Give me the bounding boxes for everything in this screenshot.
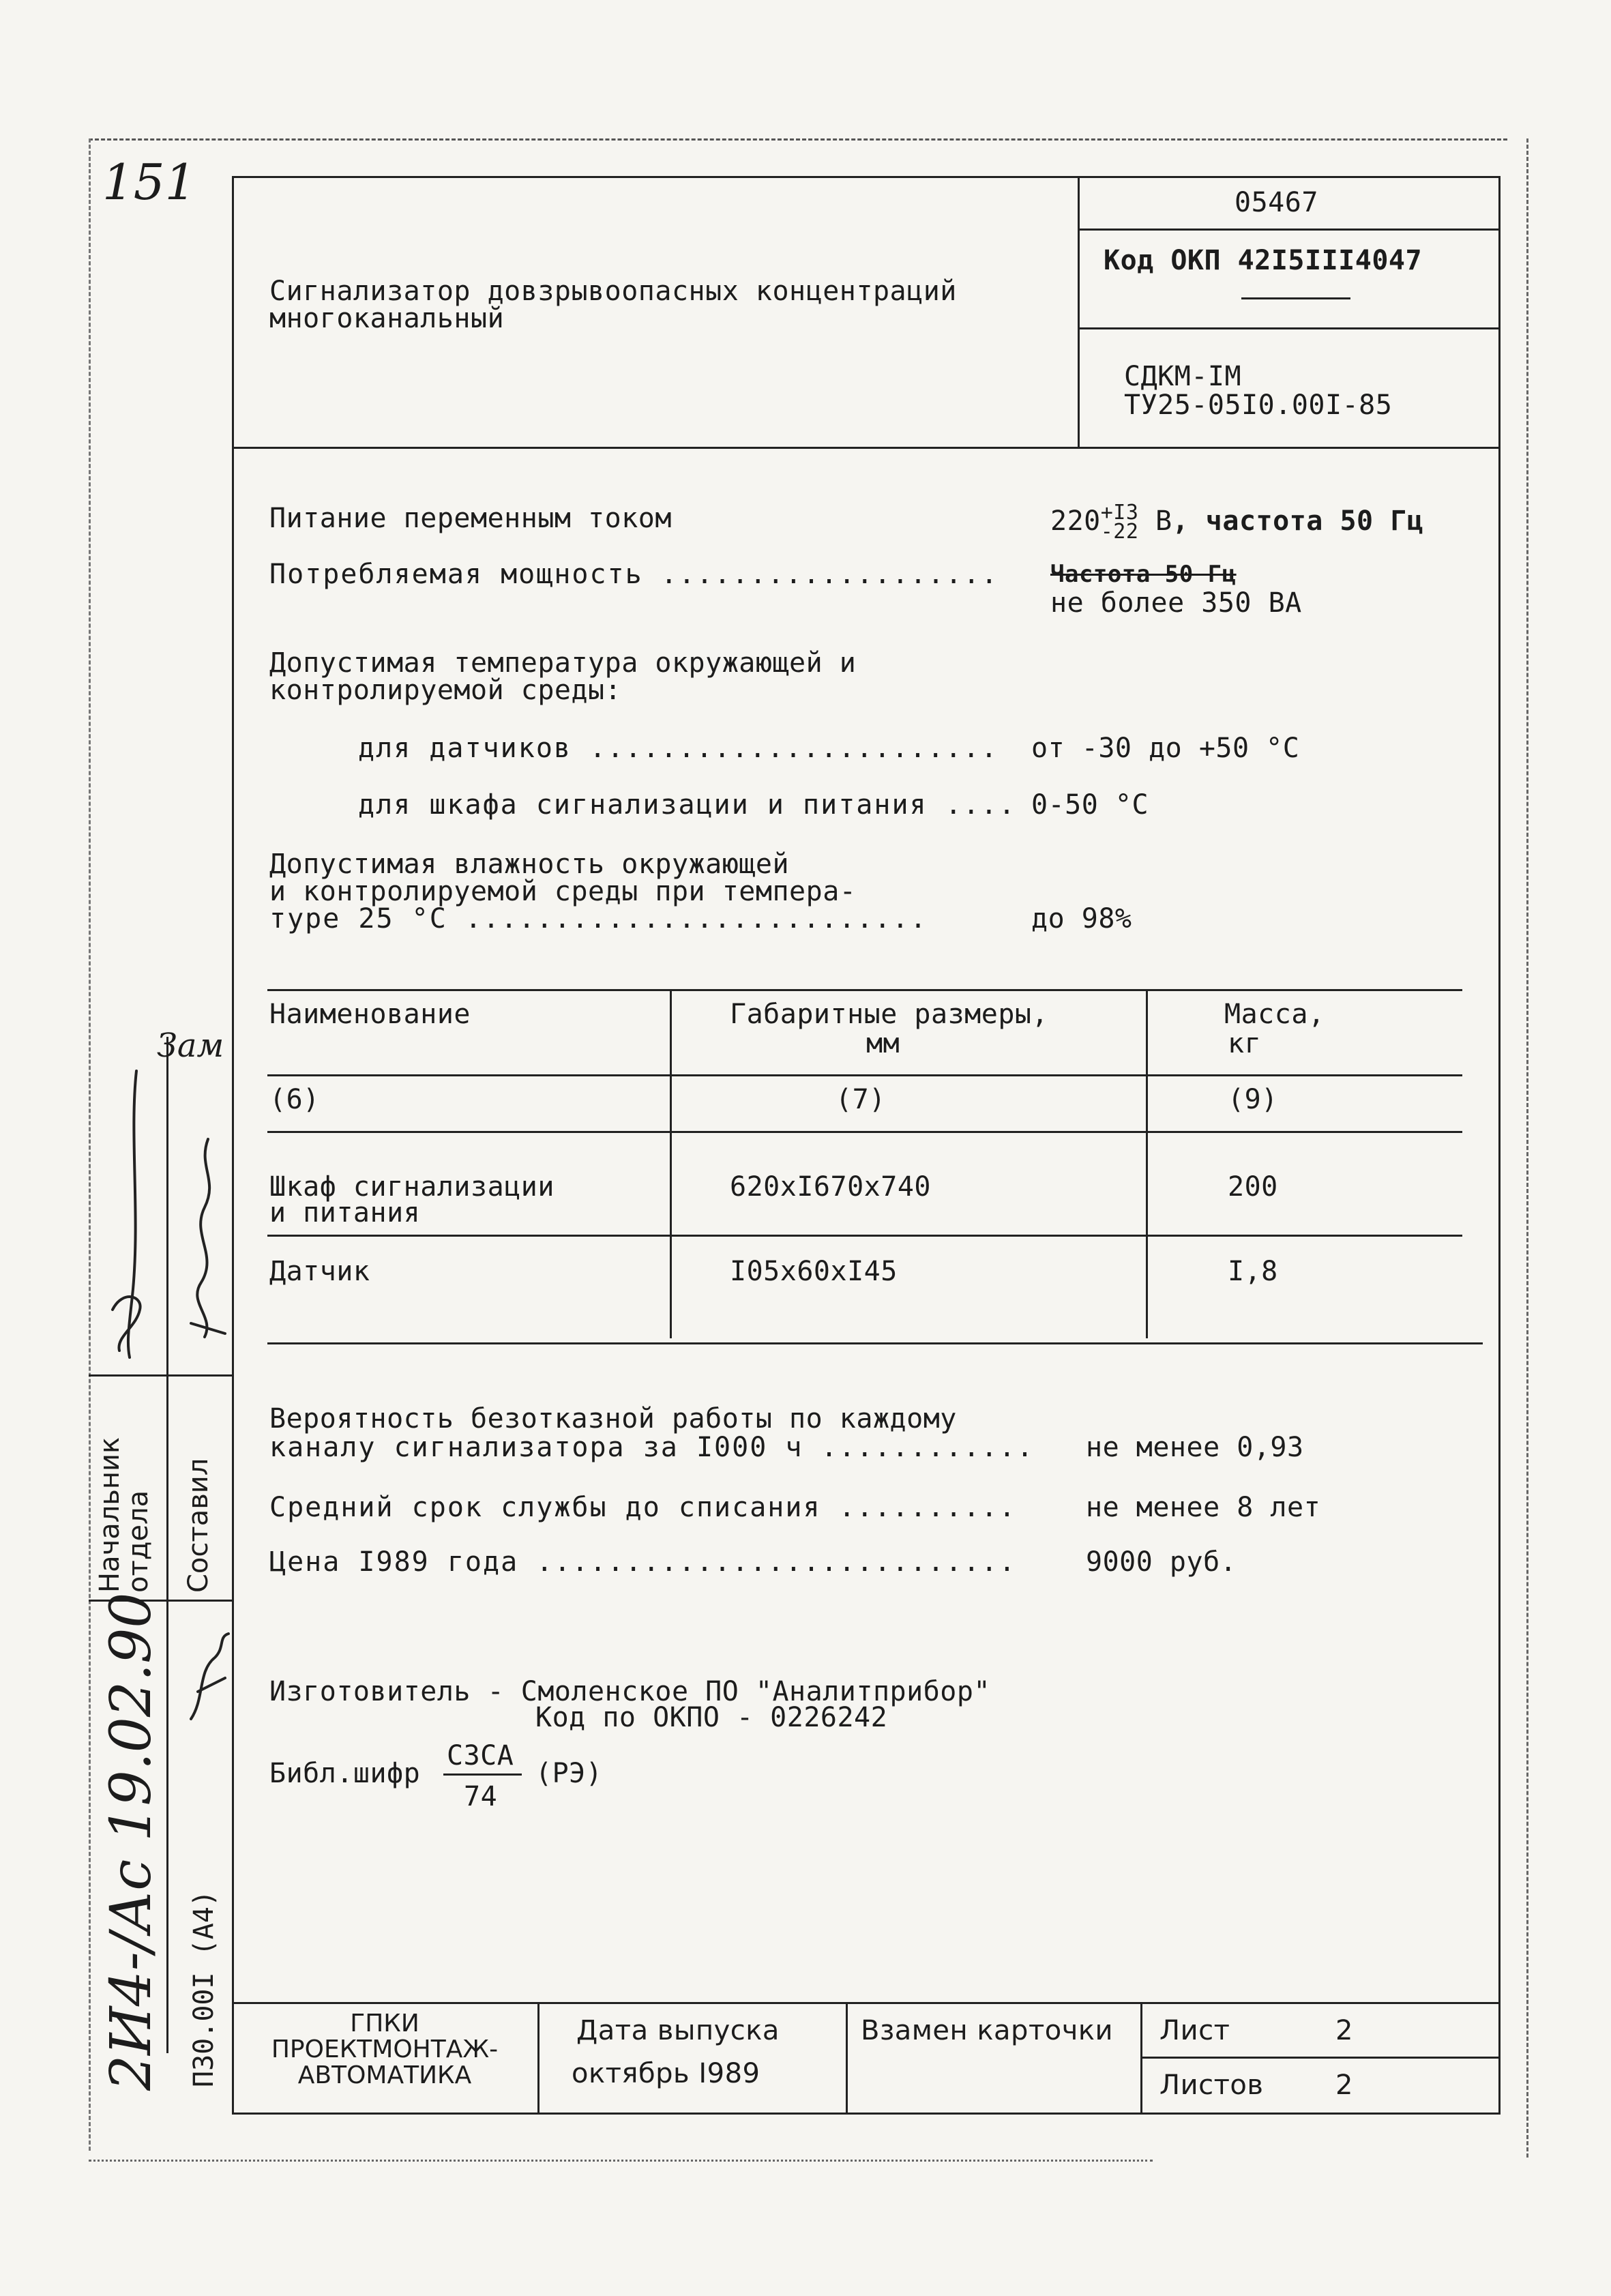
reliability-line2: каналу сигнализатора за I000 ч ............ (269, 1432, 1035, 1463)
temp-cabinet-label: для шкафа сигнализации и питания .... (358, 789, 1017, 821)
power-base: 220 (1050, 505, 1101, 537)
footer-bottom-rule (232, 2113, 1501, 2115)
card-top-border (232, 176, 1501, 178)
consumption-struck-text: Частота 50 Гц (1050, 561, 1237, 588)
table-code-mass: (9) (1228, 1084, 1278, 1115)
sheets-count: 2 (1335, 2070, 1353, 2101)
humidity-line2: и контролируемой среды при темпера- (269, 876, 857, 907)
reliability-line1: Вероятность безотказной работы по каждому (269, 1403, 957, 1434)
library-code-denominator: 74 (464, 1781, 498, 1812)
table-row-sensor-name: Датчик (269, 1256, 370, 1287)
org-line1: ГПКИ (350, 2010, 419, 2037)
product-name-line1: Сигнализатор довзрывоопасных концентраций (269, 276, 957, 307)
power-value (1050, 503, 1423, 542)
doc-number: 05467 (1235, 187, 1318, 218)
sheets-label: Листов (1159, 2070, 1264, 2101)
power-frequency: , частота 50 Гц (1172, 505, 1424, 537)
date-signature (191, 1634, 228, 1719)
okp-underline (1241, 297, 1350, 299)
handwritten-registration-stamp: 2И4-/Ас 19.02.90 (99, 1592, 164, 2091)
reliability-value: не менее 0,93 (1086, 1432, 1304, 1463)
replaces-card-label: Взамен карточки (861, 2015, 1113, 2046)
bottom-dotted-edge (89, 2160, 1153, 2162)
head-signature (128, 1071, 136, 1357)
table-row-cabinet-dims: 620xI670x740 (730, 1171, 931, 1203)
head-label-line2: отдела (123, 1490, 154, 1593)
power-tolerance-minus: -22 (1100, 520, 1139, 544)
sheet-label: Лист (1159, 2015, 1230, 2046)
manufacturer-okpo: Код по ОКПО - 0226242 (535, 1702, 888, 1733)
head-label-line1: Начальник (94, 1437, 125, 1593)
power-label: Питание переменным током (269, 503, 672, 534)
manufacturer-line1: Изготовитель - Смоленское ПО "Аналитприбор" (269, 1676, 991, 1707)
release-date-value: октябрь I989 (572, 2058, 760, 2089)
table-code-dims: (7) (836, 1084, 886, 1115)
table-col-divider-2 (1146, 990, 1148, 1338)
corner-handwritten-number: 151 (102, 153, 196, 211)
header-divider (1078, 176, 1080, 449)
signatures-svg (89, 1064, 239, 1364)
humidity-line3: туре 25 °С .......................... (269, 903, 928, 934)
consumption-value: не более 350 ВА (1050, 587, 1302, 619)
power-tolerance-plus: +I3 (1100, 501, 1139, 525)
temp-cabinet-value: 0-50 °С (1031, 789, 1149, 821)
head-of-department-label (95, 1437, 153, 1593)
footer-top-rule (232, 2002, 1501, 2004)
service-life-label: Средний срок службы до списания .......... (269, 1492, 1017, 1523)
revision-mark: Зам (157, 1027, 224, 1065)
product-name-line2: многоканальный (269, 303, 505, 334)
org-line3: АВТОМАТИКА (297, 2061, 472, 2089)
power-tolerance (1101, 503, 1139, 542)
table-header-mass-unit: кг (1228, 1028, 1262, 1059)
table-row1-rule (267, 1235, 1462, 1237)
table-header-dims: Габаритные размеры, (730, 999, 1049, 1030)
consumption-label: Потребляемая мощность ................... (269, 559, 999, 590)
footer-divider-1 (537, 2002, 540, 2113)
price-label: Цена I989 года ........................... (269, 1546, 1017, 1578)
table-row-sensor-dims: I05x60xI45 (730, 1256, 898, 1287)
sheet-number: 2 (1335, 2015, 1353, 2046)
head-signature-flourish (113, 1297, 141, 1351)
table-row-sensor-mass: I,8 (1228, 1256, 1278, 1287)
table-header-rule (267, 1074, 1462, 1076)
release-date-label: Дата выпуска (576, 2015, 780, 2046)
header-bottom-border (232, 447, 1501, 449)
temp-header-line2: контролируемой среды: (269, 675, 622, 706)
footer-organization (232, 2011, 537, 2089)
service-life-value: не менее 8 лет (1086, 1492, 1321, 1523)
library-code-label: Библ.шифр (269, 1758, 421, 1789)
table-col-divider-1 (670, 990, 672, 1338)
table-row-cabinet-mass: 200 (1228, 1171, 1278, 1203)
sidebar-row-rule-1 (89, 1374, 233, 1377)
power-unit: В (1155, 505, 1172, 537)
document-format-code: ПЗ0.00I (А4) (188, 1890, 220, 2087)
table-header-dims-unit: мм (866, 1028, 900, 1059)
table-header-mass: Масса, (1224, 999, 1325, 1030)
humidity-value: до 98% (1031, 903, 1132, 934)
header-docnum-line (1078, 229, 1501, 231)
footer-divider-3 (1140, 2002, 1142, 2113)
header-okp-line (1078, 327, 1501, 329)
library-code-numerator: СЗСА (447, 1740, 514, 1771)
top-dashed-edge (89, 138, 1507, 141)
tu-code: ТУ25-05I0.00I-85 (1124, 389, 1393, 421)
table-codes-rule (267, 1131, 1462, 1133)
table-top-rule (267, 989, 1462, 991)
right-dashed-edge (1526, 138, 1528, 2158)
table-header-name: Наименование (269, 999, 471, 1030)
table-bottom-rule (267, 1342, 1483, 1344)
card-right-border (1498, 176, 1501, 2113)
temp-header-line1: Допустимая температура окружающей и (269, 647, 857, 679)
temp-sensors-label: для датчиков ....................... (358, 733, 999, 764)
table-row-cabinet-name-line2: и питания (269, 1197, 421, 1228)
model-code: СДКМ-IM (1124, 361, 1242, 392)
temp-sensors-value: от -30 до +50 °С (1031, 733, 1300, 764)
author-label: Составил (183, 1458, 214, 1593)
humidity-line1: Допустимая влажность окружающей (269, 849, 790, 880)
table-code-name: (6) (269, 1084, 320, 1115)
library-code-suffix: (РЭ) (535, 1758, 603, 1789)
footer-divider-2 (846, 2002, 848, 2113)
okp-code: Код ОКП 42I5III4047 (1104, 245, 1423, 276)
price-value: 9000 руб. (1086, 1546, 1237, 1578)
org-line2: ПРОЕКТМОНТАЖ- (271, 2035, 499, 2063)
date-signature-svg (184, 1630, 239, 1733)
author-signature (197, 1139, 209, 1337)
table-row-cabinet-name-line1: Шкаф сигнализации (269, 1171, 555, 1203)
footer-sheet-rule (1140, 2057, 1501, 2059)
library-code-fraction-bar (443, 1773, 522, 1776)
